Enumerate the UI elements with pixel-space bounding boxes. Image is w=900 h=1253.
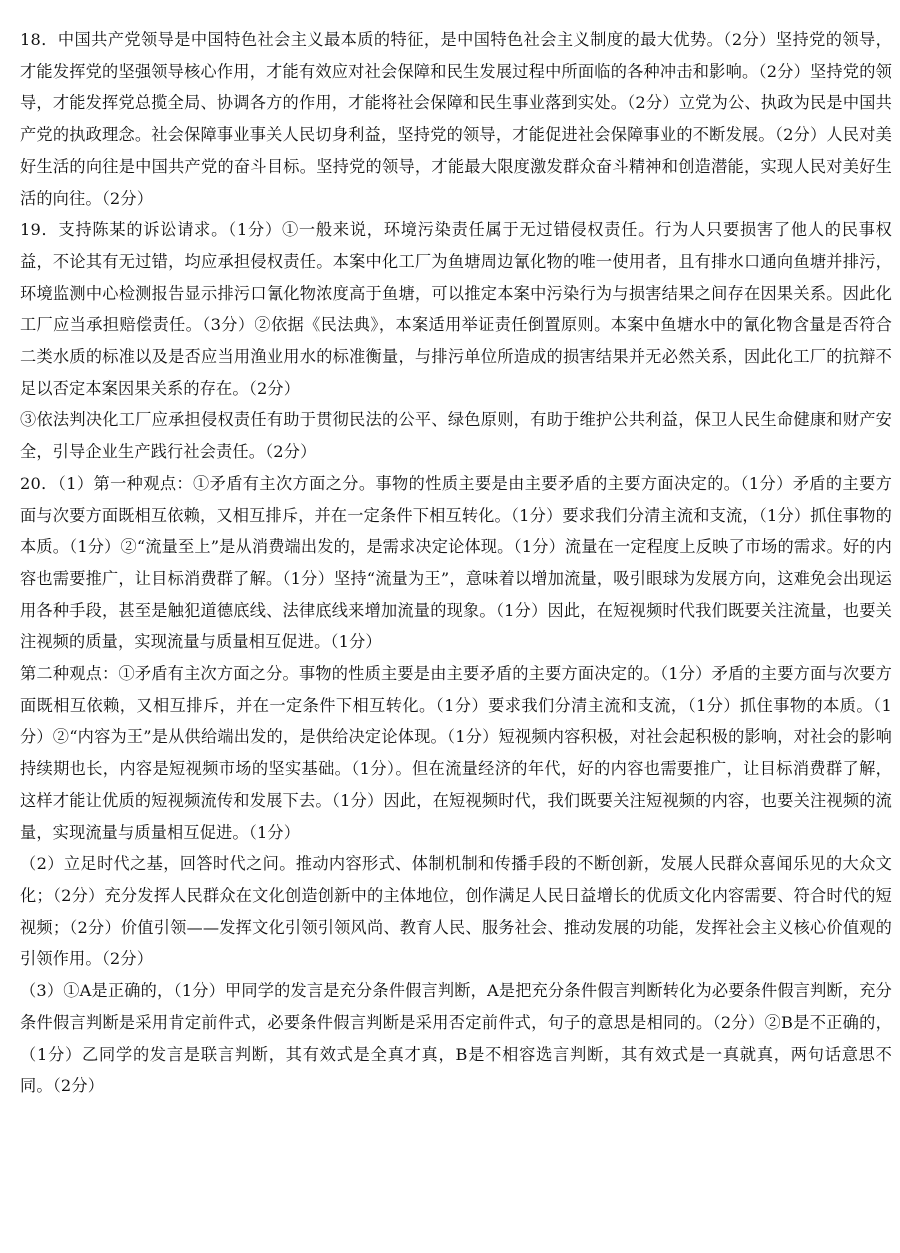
answer-q20-part2: （2）立足时代之基，回答时代之问。推动内容形式、体制机制和传播手段的不断创新，发展人民群众喜闻乐见的大众文化；（2分）充分发挥人民群众在文化创造创新中的主体地位，创作满足人民日益增长的优质文化内容需要、符合时代的短视频；（2分）价值引领——发挥文化引领引领风尚、教育人民、服务社会、推动发展的功能，发挥社会主义核心价值观的引领作用。（2分） (20, 854, 892, 969)
answer-document (20, 24, 892, 1102)
answer-q20-part1-view1: 20．（1）第一种观点：①矛盾有主次方面之分。事物的性质主要是由主要矛盾的主要方面决定的。（1分）矛盾的主要方面与次要方面既相互依赖，又相互排斥，并在一定条件下相互转化。（1分）要求我们分清主流和支流，（1分）抓住事物的本质。（1分）②“流量至上”是从消费端出发的，是需求决定论体现。（1分）流量在一定程度上反映了市场的需求。好的内容也需要推广，让目标消费群了解。（1分）坚持“流量为王”，意味着以增加流量，吸引眼球为发展方向，这难免会出现运用各种手段，甚至是触犯道德底线、法律底线来增加流量的现象。（1分）因此，在短视频时代我们既要关注流量，也要关注视频的质量，实现流量与质量相互促进。（1分） (20, 473, 892, 652)
answer-q20-part3: （3）①A是正确的，（1分）甲同学的发言是充分条件假言判断，A是把充分条件假言判断转化为必要条件假言判断，充分条件假言判断是采用肯定前件式，必要条件假言判断是采用否定前件式，句子的意思是相同的。（2分）②B是不正确的，（1分）乙同学的发言是联言判断，其有效式是全真才真，B是不相容选言判断，其有效式是一真就真，两句话意思不同。（2分） (20, 981, 892, 1096)
answer-q20-part1-view2: 第二种观点：①矛盾有主次方面之分。事物的性质主要是由主要矛盾的主要方面决定的。（1分）矛盾的主要方面与次要方面既相互依赖，又相互排斥，并在一定条件下相互转化。（1分）要求我们分清主流和支流，（1分）抓住事物的本质。（1分）②“内容为王”是从供给端出发的，是供给决定论体现。（1分）短视频内容积极，对社会起积极的影响，对社会的影响持续期也长，内容是短视频市场的坚实基础。（1分）。但在流量经济的年代，好的内容也需要推广，让目标消费群了解，这样才能让优质的短视频流传和发展下去。（1分）因此，在短视频时代，我们既要关注短视频的内容，也要关注视频的流量，实现流量与质量相互促进。（1分） (20, 664, 892, 842)
answer-q19: 19．支持陈某的诉讼请求。（1分）①一般来说，环境污染责任属于无过错侵权责任。行为人只要损害了他人的民事权益，不论其有无过错，均应承担侵权责任。本案中化工厂为鱼塘周边氰化物的唯一使用者，且有排水口通向鱼塘并排污，环境监测中心检测报告显示排污口氰化物浓度高于鱼塘，可以推定本案中污染行为与损害结果之间存在因果关系。因此化工厂应当承担赔偿责任。（3分）②依据《民法典》，本案适用举证责任倒置原则。本案中鱼塘水中的氰化物含量是否符合二类水质的标准以及是否应当用渔业用水的标准衡量，与排污单位所造成的损害结果并无必然关系，因此化工厂的抗辩不足以否定本案因果关系的存在。（2分） (20, 220, 892, 398)
answer-q18: 18．中国共产党领导是中国特色社会主义最本质的特征，是中国特色社会主义制度的最大优势。（2分）坚持党的领导，才能发挥党的坚强领导核心作用，才能有效应对社会保障和民生发展过程中所面临的各种冲击和影响。（2分）坚持党的领导，才能发挥党总揽全局、协调各方的作用，才能将社会保障和民生事业落到实处。（2分）立党为公、执政为民是中国共产党的执政理念。社会保障事业事关人民切身利益，坚持党的领导，才能促进社会保障事业的不断发展。（2分）人民对美好生活的向往是中国共产党的奋斗目标。坚持党的领导，才能最大限度激发群众奋斗精神和创造潜能，实现人民对美好生活的向往。（2分） (20, 30, 892, 208)
answer-q19-point3: ③依法判决化工厂应承担侵权责任有助于贯彻民法的公平、绿色原则，有助于维护公共利益，保卫人民生命健康和财产安全，引导企业生产践行社会责任。（2分） (20, 410, 892, 462)
